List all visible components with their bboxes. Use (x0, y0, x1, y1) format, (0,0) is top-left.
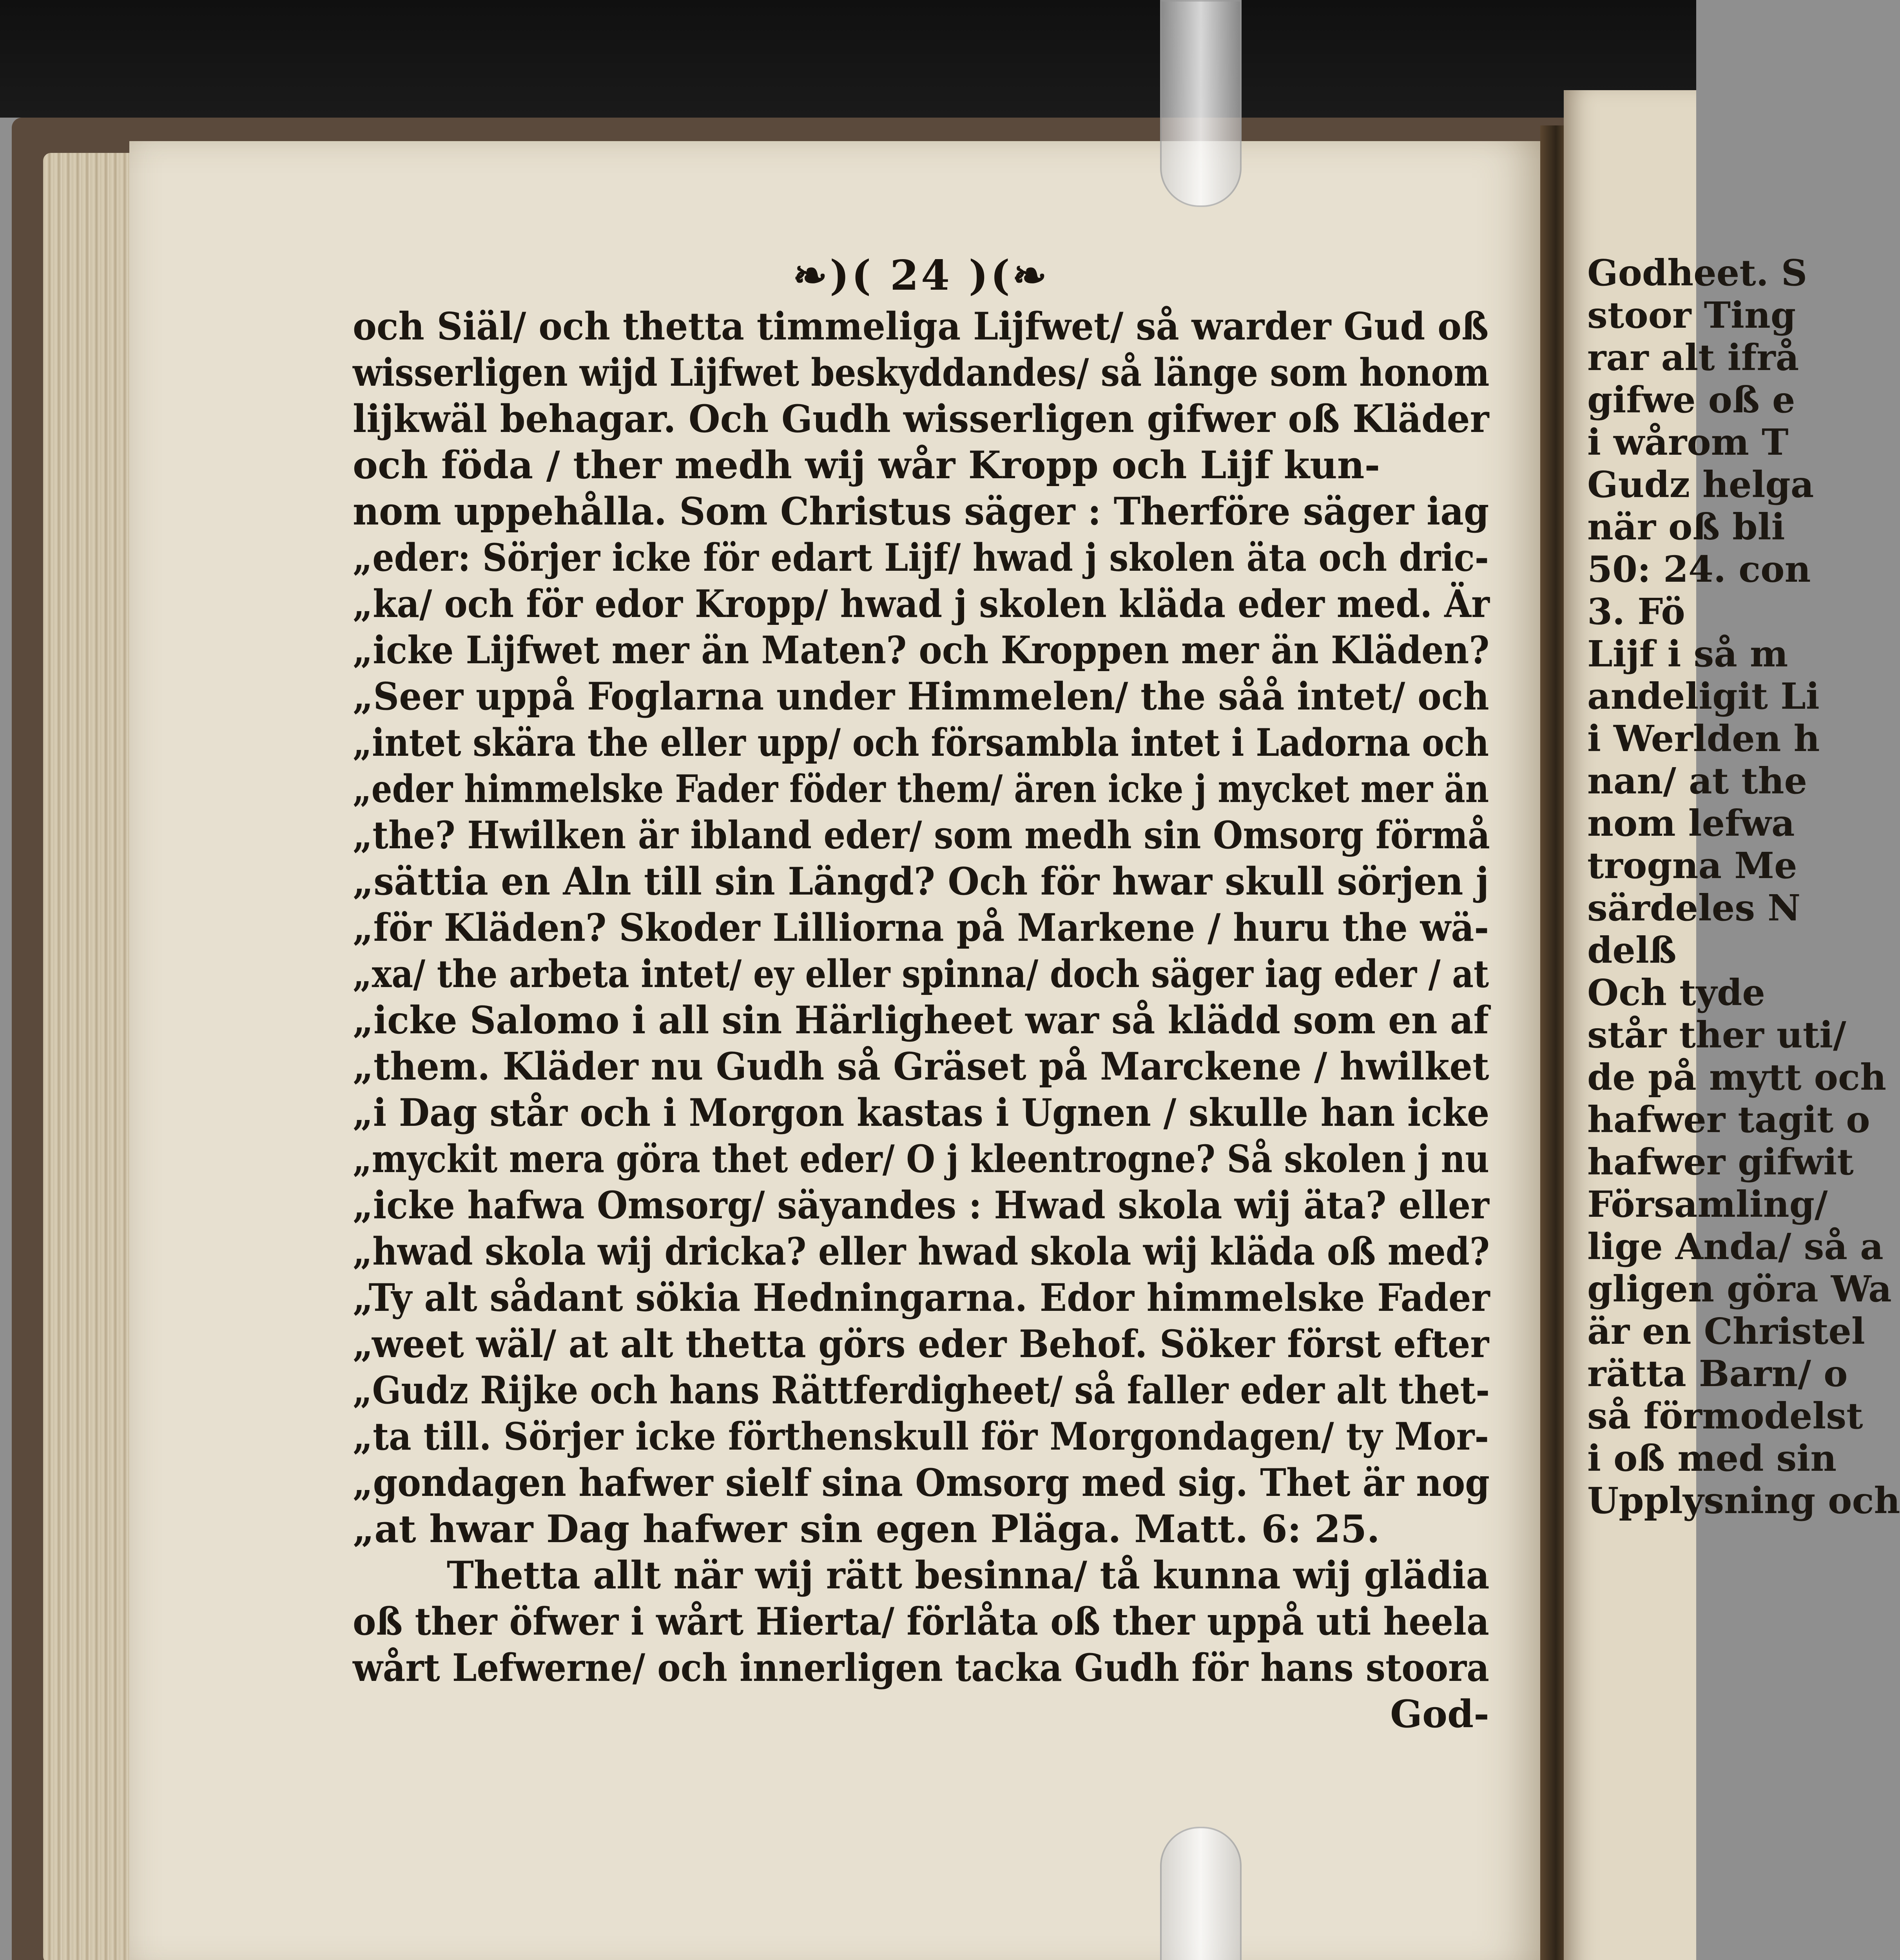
next-page-text-line: nom lefwa (1587, 802, 1795, 844)
text-line: „icke Lijfwet mer än Maten? och Kroppen mer än Kläden? (353, 628, 1490, 672)
next-page-text-line: står ther uti/ (1587, 1014, 1846, 1056)
text-line: „at hwar Dag hafwer sin egen Pläga. Matt. 6: 25. (353, 1507, 1380, 1551)
text-line: „xa/ the arbeta intet/ ey eller spinna/ doch säger iag eder / at (353, 952, 1489, 996)
text-line: „weet wäl/ at alt thetta görs eder Behof. Söker först efter (353, 1322, 1489, 1366)
text-line: och föda / ther medh wij wår Kropp och Lijf kun- (353, 443, 1380, 487)
next-page-text-line: rar alt ifrå (1587, 336, 1799, 379)
next-page-text-line: hafwer tagit o (1587, 1098, 1870, 1141)
next-page-text-line: i oß med sin (1587, 1437, 1837, 1479)
book-page-right (1564, 90, 1900, 1960)
text-line: „Ty alt sådant sökia Hedningarna. Edor himmelske Fader (353, 1276, 1490, 1320)
text-line: Thetta allt när wij rätt besinna/ tå kunna wij glädia (447, 1553, 1490, 1597)
text-line: „ka/ och för edor Kropp/ hwad j skolen kläda eder med. Är (353, 582, 1490, 626)
text-line: „eder: Sörjer icke för edart Lijf/ hwad j skolen äta och dric- (353, 535, 1489, 580)
next-page-text-line: Gudz helga (1587, 463, 1814, 506)
next-page-text-line: gifwe oß e (1587, 379, 1795, 421)
next-page-text-line: rätta Barn/ o (1587, 1352, 1848, 1395)
next-page-text-line: delß (1587, 929, 1677, 971)
next-page-text-line: Upplysning och (1587, 1479, 1900, 1522)
text-line: wårt Lefwerne/ och innerligen tacka Gudh för hans stoora (353, 1646, 1489, 1690)
text-line: nom uppehålla. Som Christus säger : Therföre säger iag (353, 489, 1489, 534)
text-line: „Gudz Rijke och hans Rättferdigheet/ så faller eder alt thet- (353, 1368, 1490, 1412)
text-lines (353, 303, 1489, 1691)
next-page-text-line: Församling/ (1587, 1183, 1828, 1225)
next-page-text-line: nan/ at the (1587, 760, 1808, 802)
catchword: God- (1390, 1692, 1489, 1736)
next-page-text-line: 50: 24. con (1587, 548, 1811, 590)
next-page-text-line: i wårom T (1587, 421, 1789, 463)
next-page-text-line: de på mytt och (1587, 1056, 1886, 1098)
next-page-text-line: hafwer gifwit (1587, 1141, 1854, 1183)
text-line: „för Kläden? Skoder Lilliorna på Markene / huru the wä- (353, 906, 1489, 950)
text-line: „gondagen hafwer sielf sina Omsorg med sig. Thet är nog (353, 1461, 1490, 1505)
text-line: „hwad skola wij dricka? eller hwad skola wij kläda oß med? (353, 1229, 1490, 1274)
next-page-text-line: i Werlden h (1587, 717, 1820, 760)
page-text (353, 251, 1489, 1737)
next-page-text-line: trogna Me (1587, 844, 1797, 887)
page-clip-bottom (1160, 1827, 1242, 1960)
next-page-text-line: Och tyde (1587, 971, 1765, 1014)
text-line: „the? Hwilken är ibland eder/ som medh sin Omsorg förmå (353, 813, 1490, 857)
page-clip-top (1160, 0, 1242, 207)
text-line: och Siäl/ och thetta timmeliga Lijfwet/ så warder Gud oß (353, 304, 1489, 348)
next-page-text-line: andeligit Li (1587, 675, 1820, 717)
text-line: „ta till. Sörjer icke förthenskull för Morgondagen/ ty Mor- (353, 1414, 1489, 1459)
next-page-text-line: särdeles N (1587, 887, 1801, 929)
text-line: „icke hafwa Omsorg/ säyandes : Hwad skola wij äta? eller (353, 1183, 1489, 1227)
text-line: „them. Kläder nu Gudh så Gräset på Marckene / hwilket (353, 1044, 1489, 1089)
text-line: wisserligen wijd Lijfwet beskyddandes/ så länge som honom (353, 350, 1490, 395)
text-line: „intet skära the eller upp/ och försambla intet i Ladorna och (353, 720, 1489, 765)
text-line: „eder himmelske Fader föder them/ ären icke j mycket mer än (353, 767, 1489, 811)
next-page-text-line: gligen göra Wa (1587, 1268, 1892, 1310)
next-page-text-line: är en Christel (1587, 1310, 1865, 1352)
text-line: lijkwäl behagar. Och Gudh wisserligen gifwer oß Kläder (353, 397, 1489, 441)
scanner-backdrop-top (0, 0, 1696, 118)
next-page-text-line: Lijf i så m (1587, 633, 1788, 675)
next-page-text-line: lige Anda/ så a (1587, 1225, 1884, 1268)
text-line: oß ther öfwer i wårt Hierta/ förlåta oß ther uppå uti heela (353, 1599, 1489, 1644)
text-line: „icke Salomo i all sin Härligheet war så klädd som en af (353, 998, 1489, 1042)
next-page-text-line: när oß bli (1587, 506, 1785, 548)
text-line: „i Dag står och i Morgon kastas i Ugnen / skulle han icke (353, 1091, 1490, 1135)
next-page-text-line: stoor Ting (1587, 294, 1796, 336)
next-page-text-line: så förmodelst (1587, 1395, 1863, 1437)
text-line: „myckit mera göra thet eder/ O j kleentrogne? Så skolen j nu (353, 1137, 1489, 1181)
text-line: „sättia en Aln till sin Längd? Och för hwar skull sörjen j (353, 859, 1489, 904)
next-page-text-line: Godheet. S (1587, 252, 1808, 294)
running-head: ❧)( 24 )(❧ (793, 251, 1049, 299)
next-page-text-line: 3. Fö (1587, 590, 1685, 633)
text-line: „Seer uppå Foglarna under Himmelen/ the såå intet/ och (353, 674, 1489, 719)
